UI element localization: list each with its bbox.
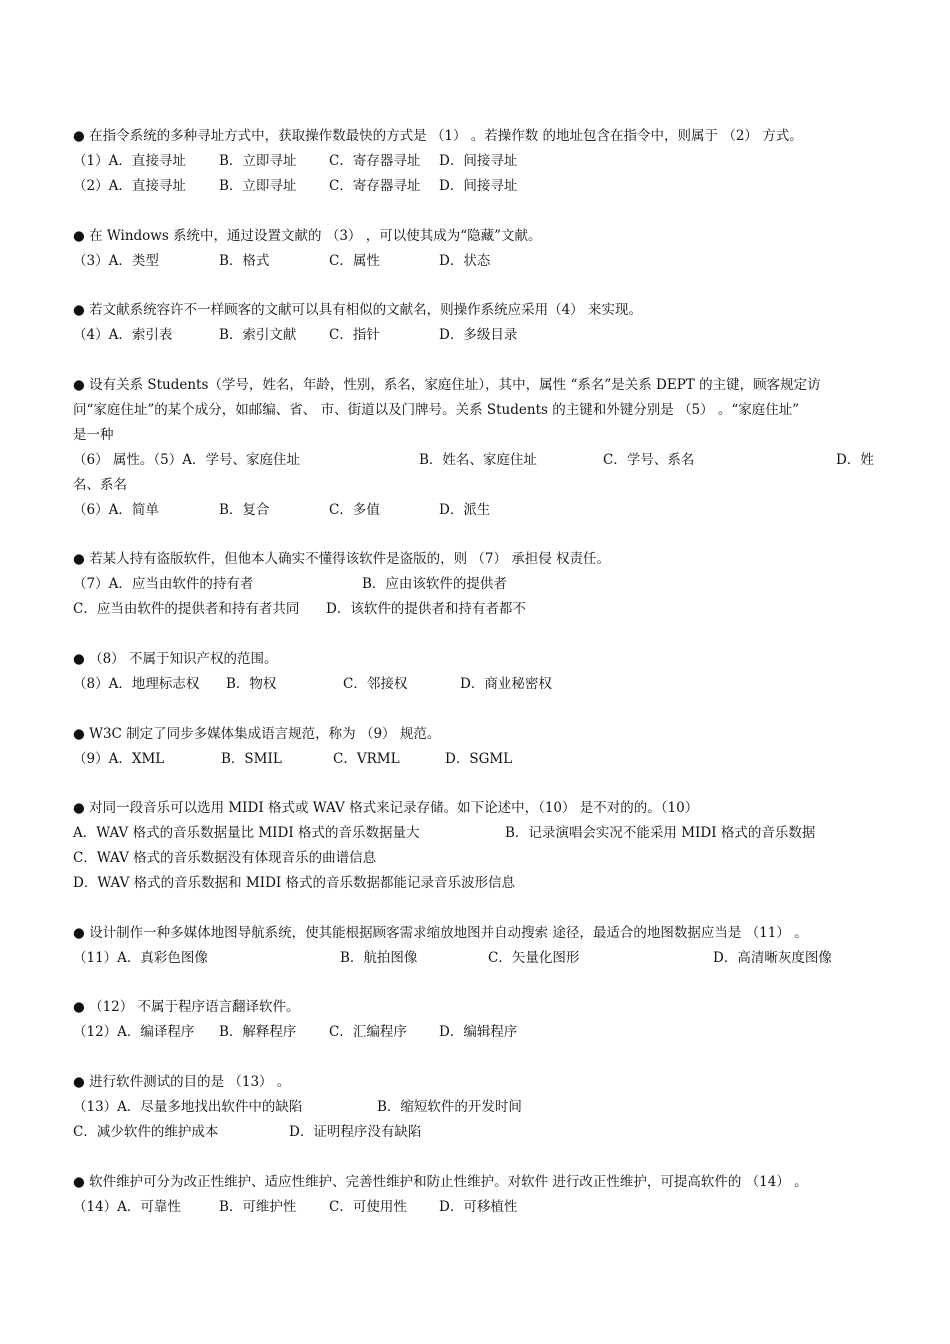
options-row — [73, 672, 881, 697]
option-a: （3）A．类型 — [73, 253, 159, 269]
option-c: C．应当由软件的提供者和持有者共同 — [73, 601, 300, 617]
options-row — [73, 498, 881, 523]
option-b: B．应由该软件的提供者 — [362, 576, 507, 592]
option-a: A．WAV 格式的音乐数据量比 MIDI 格式的音乐数据量大 — [73, 825, 420, 841]
question-stem: ● 在 Windows 系统中，通过设置文献的 （3） ，可以使其成为“隐藏”文献。 — [73, 228, 542, 244]
option-a: （9）A．XML — [73, 751, 165, 767]
question-stem: ● 软件维护可分为改正性维护、适应性维护、完善性维护和防止性维护。对软件 进行改正性维护，可提高软件的 （14） 。 — [73, 1174, 808, 1190]
options-row-continued: 名、系名 — [73, 477, 127, 493]
option-d: D．派生 — [439, 502, 491, 518]
options-row — [73, 323, 881, 348]
question-10 — [73, 796, 881, 896]
option-b: B．物权 — [226, 676, 277, 692]
options-row — [73, 1020, 881, 1045]
option-c: C．汇编程序 — [329, 1024, 407, 1040]
option-d: D．商业秘密权 — [460, 676, 552, 692]
options-row — [73, 1120, 881, 1145]
question-stem: ● 设有关系 Students（学号，姓名，年龄，性别，系名，家庭住址），其中，属性 “系名”是关系 DEPT 的主键，顾客规定访 — [73, 377, 821, 393]
question-12 — [73, 995, 881, 1045]
option-c: C．VRML — [333, 751, 400, 767]
option-a: （12）A．编译程序 — [73, 1024, 195, 1040]
option-d: D．高清晰灰度图像 — [713, 950, 832, 966]
question-1-2 — [73, 124, 881, 199]
option-b: B．立即寻址 — [219, 153, 297, 169]
option-a: （2）A．直接寻址 — [73, 178, 186, 194]
question-stem: ● 若文献系统容许不一样顾客的文献可以具有相似的文献名，则操作系统应采用（4） 来实现。 — [73, 302, 642, 318]
option-c: C．学号、系名 — [603, 452, 695, 468]
option-d: D．编辑程序 — [439, 1024, 518, 1040]
option-d: D．间接寻址 — [439, 153, 518, 169]
question-stem: 是一种 — [73, 427, 114, 443]
option-d: D．姓 — [836, 452, 874, 468]
question-4 — [73, 298, 881, 348]
question-stem: ● 在指令系统的多种寻址方式中，获取操作数最快的方式是 （1） 。若操作数 的地址包含在指令中，则属于 （2） 方式。 — [73, 128, 803, 144]
option-a: （6）A．简单 — [73, 502, 159, 518]
option-b: B．航拍图像 — [340, 950, 418, 966]
option-d: D．SGML — [445, 751, 513, 767]
option-b: B．记录演唱会实况不能采用 MIDI 格式的音乐数据 — [505, 825, 816, 841]
question-stem: ● 若某人持有盗版软件，但他本人确实不懂得该软件是盗版的，则 （7） 承担侵 权责任。 — [73, 551, 611, 567]
option-c: C．矢量化图形 — [488, 950, 580, 966]
option-d: D．间接寻址 — [439, 178, 518, 194]
question-stem: ● 对同一段音乐可以选用 MIDI 格式或 WAV 格式来记录存储。如下论述中，（10） 是不对的的。（10） — [73, 800, 699, 816]
option-c: C．多值 — [329, 502, 380, 518]
option-d: D．证明程序没有缺陷 — [289, 1124, 422, 1140]
option-b: B．姓名、家庭住址 — [419, 452, 537, 468]
option-c: C．减少软件的维护成本 — [73, 1124, 219, 1140]
option-a: （4）A．索引表 — [73, 327, 173, 343]
option-b: B．SMIL — [221, 751, 282, 767]
option-b: B．解释程序 — [219, 1024, 297, 1040]
option-d: D．WAV 格式的音乐数据和 MIDI 格式的音乐数据都能记录音乐波形信息 — [73, 875, 516, 891]
question-7 — [73, 547, 881, 622]
options-row — [73, 572, 881, 597]
option-a: （6） 属性。（5）A．学号、家庭住址 — [73, 452, 300, 468]
option-a: （7）A．应当由软件的持有者 — [73, 576, 254, 592]
options-row — [73, 946, 881, 971]
option-d: D．状态 — [439, 253, 491, 269]
option-b: B．立即寻址 — [219, 178, 297, 194]
question-13 — [73, 1070, 881, 1145]
question-14 — [73, 1170, 881, 1220]
options-row — [73, 597, 881, 622]
option-c: C．可使用性 — [329, 1199, 407, 1215]
options-row — [73, 821, 881, 846]
question-stem: 问“家庭住址”的某个成分，如邮编、省、 市、街道以及门牌号。关系 Students 的主键和外键分别是 （5） 。“家庭住址” — [73, 402, 800, 418]
options-row — [73, 448, 881, 473]
option-d: D．可移植性 — [439, 1199, 518, 1215]
option-a: （13）A．尽量多地找出软件中的缺陷 — [73, 1099, 303, 1115]
option-b: B．可维护性 — [219, 1199, 297, 1215]
option-b: B．缩短软件的开发时间 — [377, 1099, 522, 1115]
option-c: C．寄存器寻址 — [329, 153, 421, 169]
option-a: （11）A．真彩色图像 — [73, 950, 208, 966]
question-stem: ● （8） 不属于知识产权的范围。 — [73, 651, 278, 667]
options-row — [73, 1195, 881, 1220]
question-3 — [73, 224, 881, 274]
option-c: C．邻接权 — [343, 676, 408, 692]
option-c: C．指针 — [329, 327, 380, 343]
option-c: C．WAV 格式的音乐数据没有体现音乐的曲谱信息 — [73, 850, 377, 866]
question-11 — [73, 921, 881, 971]
options-row — [73, 249, 881, 274]
question-stem: ● 设计制作一种多媒体地图导航系统，使其能根据顾客需求缩放地图并自动搜索 途径，最适合的地图数据应当是 （11） 。 — [73, 925, 808, 941]
question-5-6 — [73, 373, 881, 523]
option-a: （14）A．可靠性 — [73, 1199, 181, 1215]
options-row — [73, 149, 881, 174]
question-stem: ● W3C 制定了同步多媒体集成语言规范，称为 （9） 规范。 — [73, 726, 441, 742]
option-b: B．格式 — [219, 253, 270, 269]
question-8 — [73, 647, 881, 697]
options-row — [73, 1095, 881, 1120]
question-stem: ● （12） 不属于程序语言翻译软件。 — [73, 999, 300, 1015]
option-d: D．多级目录 — [439, 327, 518, 343]
options-row — [73, 174, 881, 199]
question-9 — [73, 722, 881, 772]
option-c: C．寄存器寻址 — [329, 178, 421, 194]
option-a: （8）A．地理标志权 — [73, 676, 200, 692]
option-d: D．该软件的提供者和持有者都不 — [326, 601, 526, 617]
option-c: C．属性 — [329, 253, 380, 269]
option-b: B．索引文献 — [219, 327, 297, 343]
question-stem: ● 进行软件测试的目的是 （13） 。 — [73, 1074, 291, 1090]
options-row — [73, 747, 881, 772]
option-b: B．复合 — [219, 502, 270, 518]
option-a: （1）A．直接寻址 — [73, 153, 186, 169]
